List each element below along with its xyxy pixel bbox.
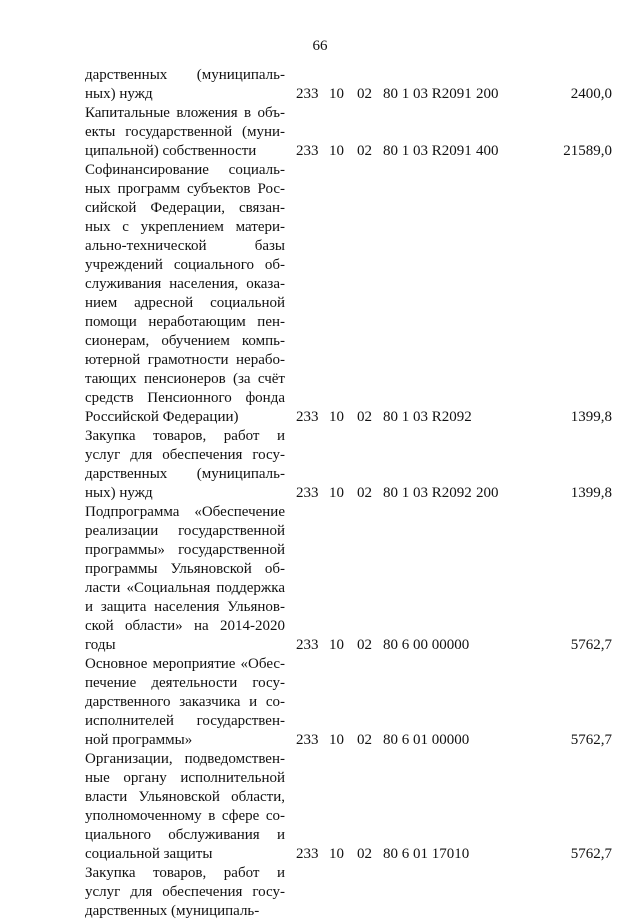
- description-line: дарственных (муниципаль-: [85, 67, 285, 83]
- amount: 1399,8: [570, 409, 612, 425]
- row-description: [85, 655, 285, 750]
- amount: 1399,8: [570, 485, 612, 501]
- description-line: циального обслуживания и: [85, 827, 285, 843]
- target-article-code: 80 1 03 R2091: [383, 86, 472, 102]
- page-number: 66: [312, 38, 328, 54]
- amount: 5762,7: [570, 732, 612, 748]
- table-row: [0, 750, 640, 864]
- admin-code: 233: [296, 732, 319, 748]
- row-description: [85, 161, 285, 427]
- subsection-code: 02: [357, 409, 372, 425]
- target-article-code: 80 1 03 R2091: [383, 143, 472, 159]
- row-description: [85, 503, 285, 655]
- subsection-code: 02: [357, 637, 372, 653]
- row-description: [85, 427, 285, 503]
- amount: 5762,7: [570, 846, 612, 862]
- description-line: ные органу исполнительной: [85, 770, 285, 786]
- description-line: ной программы»: [85, 732, 193, 748]
- section-code: 10: [329, 485, 344, 501]
- amount: 5762,7: [570, 637, 612, 653]
- subsection-code: 02: [357, 143, 372, 159]
- description-line: Закупка товаров, работ и: [85, 428, 285, 444]
- row-description: [85, 750, 285, 864]
- description-line: ской области» на 2014-2020: [85, 618, 285, 634]
- row-description: [85, 864, 285, 921]
- description-line: ально-технической базы: [85, 238, 285, 254]
- description-line: и защита населения Ульянов-: [85, 599, 285, 615]
- description-line: услуг для обеспечения госу-: [85, 884, 285, 900]
- description-line: екты государственной (муни-: [85, 124, 285, 140]
- amount: 21589,0: [563, 143, 612, 159]
- description-line: программы Ульяновской об-: [85, 561, 285, 577]
- description-line: годы: [85, 637, 116, 653]
- table-row: [0, 66, 640, 104]
- table-row: [0, 655, 640, 750]
- description-line: Закупка товаров, работ и: [85, 865, 285, 881]
- target-article-code: 80 6 01 17010: [383, 846, 470, 862]
- description-line: ных с укреплением матери-: [85, 219, 285, 235]
- description-line: дарственных (муниципаль-: [85, 466, 285, 482]
- description-line: сийской Федерации, связан-: [85, 200, 285, 216]
- description-line: Капитальные вложения в объ-: [85, 105, 285, 121]
- target-article-code: 80 6 01 00000: [383, 732, 470, 748]
- expense-type-code: 200: [476, 485, 499, 501]
- expense-type-code: 400: [476, 143, 499, 159]
- table-row: [0, 427, 640, 503]
- description-line: реализации государственной: [85, 523, 285, 539]
- description-line: социальной защиты: [85, 846, 213, 862]
- description-line: ных) нужд: [85, 86, 153, 102]
- section-code: 10: [329, 86, 344, 102]
- row-description: [85, 66, 285, 104]
- description-line: помощи неработающим пен-: [85, 314, 285, 330]
- description-line: сионерам, обучением компь-: [85, 333, 285, 349]
- amount: 2400,0: [570, 86, 612, 102]
- subsection-code: 02: [357, 485, 372, 501]
- target-article-code: 80 1 03 R2092: [383, 485, 472, 501]
- admin-code: 233: [296, 637, 319, 653]
- admin-code: 233: [296, 143, 319, 159]
- description-line: ласти «Социальная поддержка: [85, 580, 285, 596]
- description-line: тающих пенсионеров (за счёт: [85, 371, 285, 387]
- target-article-code: 80 1 03 R2092: [383, 409, 472, 425]
- description-line: средств Пенсионного фонда: [85, 390, 285, 406]
- description-line: власти Ульяновской области,: [85, 789, 285, 805]
- admin-code: 233: [296, 846, 319, 862]
- admin-code: 233: [296, 86, 319, 102]
- table-row: [0, 503, 640, 655]
- admin-code: 233: [296, 409, 319, 425]
- description-line: ципальной) собственности: [85, 143, 257, 159]
- description-line: услуг для обеспечения госу-: [85, 447, 285, 463]
- section-code: 10: [329, 732, 344, 748]
- target-article-code: 80 6 00 00000: [383, 637, 470, 653]
- description-line: Основное мероприятие «Обес-: [85, 656, 285, 672]
- description-line: печение деятельности госу-: [85, 675, 285, 691]
- description-line: программы» государственной: [85, 542, 285, 558]
- subsection-code: 02: [357, 86, 372, 102]
- table-row: [0, 864, 640, 921]
- description-line: дарственных (муниципаль-: [85, 903, 260, 919]
- description-line: ютерной грамотности нерабо-: [85, 352, 285, 368]
- description-line: уполномоченному в сфере со-: [85, 808, 285, 824]
- section-code: 10: [329, 143, 344, 159]
- description-line: Софинансирование социаль-: [85, 162, 285, 178]
- description-line: Подпрограмма «Обеспечение: [85, 504, 285, 520]
- subsection-code: 02: [357, 846, 372, 862]
- row-description: [85, 104, 285, 161]
- description-line: нием адресной социальной: [85, 295, 285, 311]
- description-line: служивания населения, оказа-: [85, 276, 285, 292]
- table-row: [0, 104, 640, 161]
- admin-code: 233: [296, 485, 319, 501]
- table-row: [0, 161, 640, 427]
- expense-type-code: 200: [476, 86, 499, 102]
- description-line: ных) нужд: [85, 485, 153, 501]
- description-line: ных программ субъектов Рос-: [85, 181, 285, 197]
- description-line: исполнителей государствен-: [85, 713, 285, 729]
- description-line: учреждений социального об-: [85, 257, 285, 273]
- description-line: Организации, подведомствен-: [85, 751, 285, 767]
- section-code: 10: [329, 637, 344, 653]
- section-code: 10: [329, 846, 344, 862]
- description-line: дарственного заказчика и со-: [85, 694, 285, 710]
- description-line: Российской Федерации): [85, 409, 239, 425]
- subsection-code: 02: [357, 732, 372, 748]
- section-code: 10: [329, 409, 344, 425]
